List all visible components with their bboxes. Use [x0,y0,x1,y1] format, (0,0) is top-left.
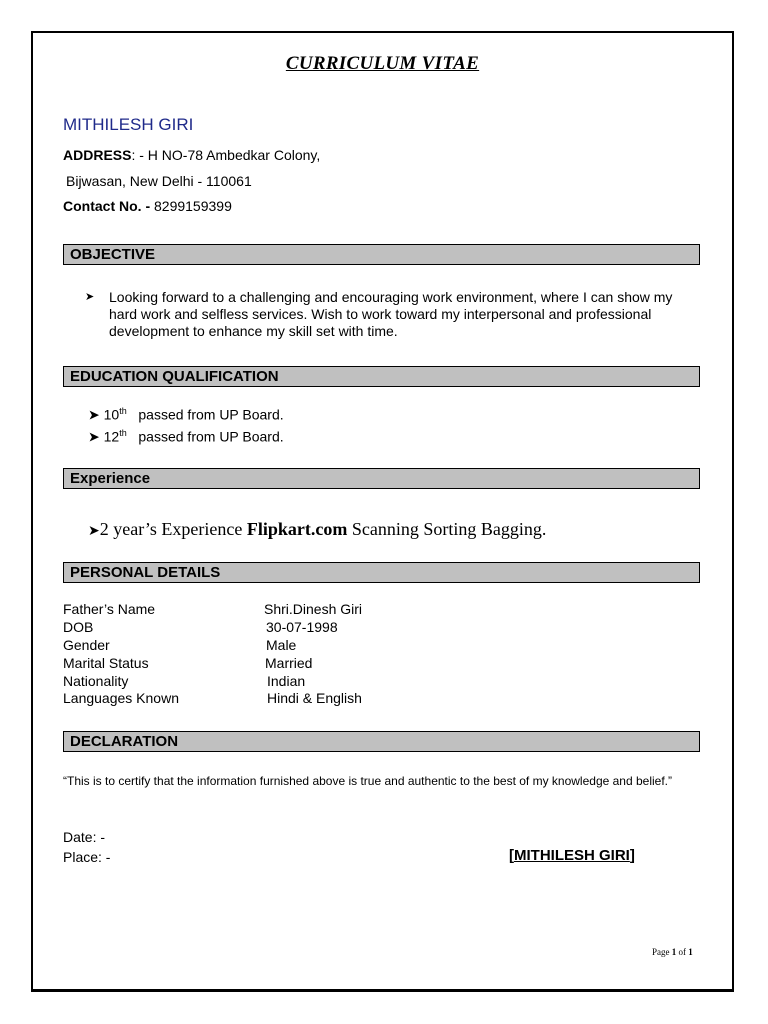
place-label: Place: - [63,849,111,865]
personal-label: Gender [63,637,110,653]
personal-heading-bar [63,562,700,583]
personal-value: 30-07-1998 [266,619,338,635]
candidate-name: MITHILESH GIRI [63,115,194,134]
experience-suffix: Scanning Sorting Bagging. [351,519,547,539]
experience-item [88,519,546,540]
personal-value: Shri.Dinesh Giri [264,601,363,617]
page-number-total: 1 [688,947,693,957]
arrowhead-bullet-icon: ➤ [88,406,100,423]
page-number-of: of [678,947,686,957]
education-grade: 10 [103,406,120,423]
address-label: ADDRESS [63,147,132,163]
personal-heading: PERSONAL DETAILS [70,564,221,581]
education-grade-suffix: th [119,428,127,438]
declaration-heading: DECLARATION [70,733,179,750]
education-heading-bar [63,366,700,387]
experience-heading-bar [63,468,700,489]
contact-label: Contact No. - [63,198,151,214]
page-number-prefix: Page [652,947,670,957]
personal-value: Married [265,655,313,671]
arrowhead-bullet-icon: ➤ [85,291,95,303]
arrowhead-bullet-icon: ➤ [88,524,100,539]
declaration-text: “This is to certify that the information furnished above is true and authentic to the best of my knowledge and belief.” [63,774,672,788]
date-label: Date: - [63,829,106,845]
objective-heading-bar [63,244,700,265]
signature-close-bracket: ] [629,847,635,864]
personal-value: Indian [267,673,306,689]
cv-page [31,31,734,992]
education-heading: EDUCATION QUALIFICATION [70,368,279,385]
arrowhead-bullet-icon: ➤ [88,428,100,445]
signature-name: MITHILESH GIRI [514,847,630,864]
page-number-current: 1 [671,947,677,957]
personal-label: DOB [63,619,94,635]
education-text: passed from UP Board. [138,428,284,445]
page-number [652,947,693,957]
personal-label: Languages Known [63,690,179,706]
personal-label: Nationality [63,673,129,689]
address-line-1 [63,147,320,163]
experience-company: Flipkart.com [246,519,348,539]
objective-heading: OBJECTIVE [70,246,156,263]
experience-prefix: 2 year’s Experience [99,519,243,539]
signature [509,847,635,864]
education-text: passed from UP Board. [138,406,284,423]
declaration-heading-bar [63,731,700,752]
document-title: CURRICULUM VITAE [285,53,480,74]
personal-value: Hindi & English [267,690,362,706]
education-item [88,406,284,424]
personal-value: Male [266,637,297,653]
education-grade-suffix: th [119,406,127,416]
education-item [88,428,284,446]
personal-label: Marital Status [63,655,149,671]
personal-label: Father’s Name [63,601,156,617]
contact-line [63,198,232,214]
education-grade: 12 [103,428,120,445]
address-line-2: Bijwasan, New Delhi - 110061 [66,173,252,189]
objective-text: Looking forward to a challenging and encouraging work environment, where I can show my hard work and selfless services. Wish to work toward my interpersonal and professional development to enhance my skill set with time. [109,289,673,339]
experience-heading: Experience [70,470,151,487]
address-value-1: : - H NO-78 Ambedkar Colony, [131,147,321,163]
signature-open-bracket: [ [509,847,514,864]
contact-value: 8299159399 [154,198,232,214]
